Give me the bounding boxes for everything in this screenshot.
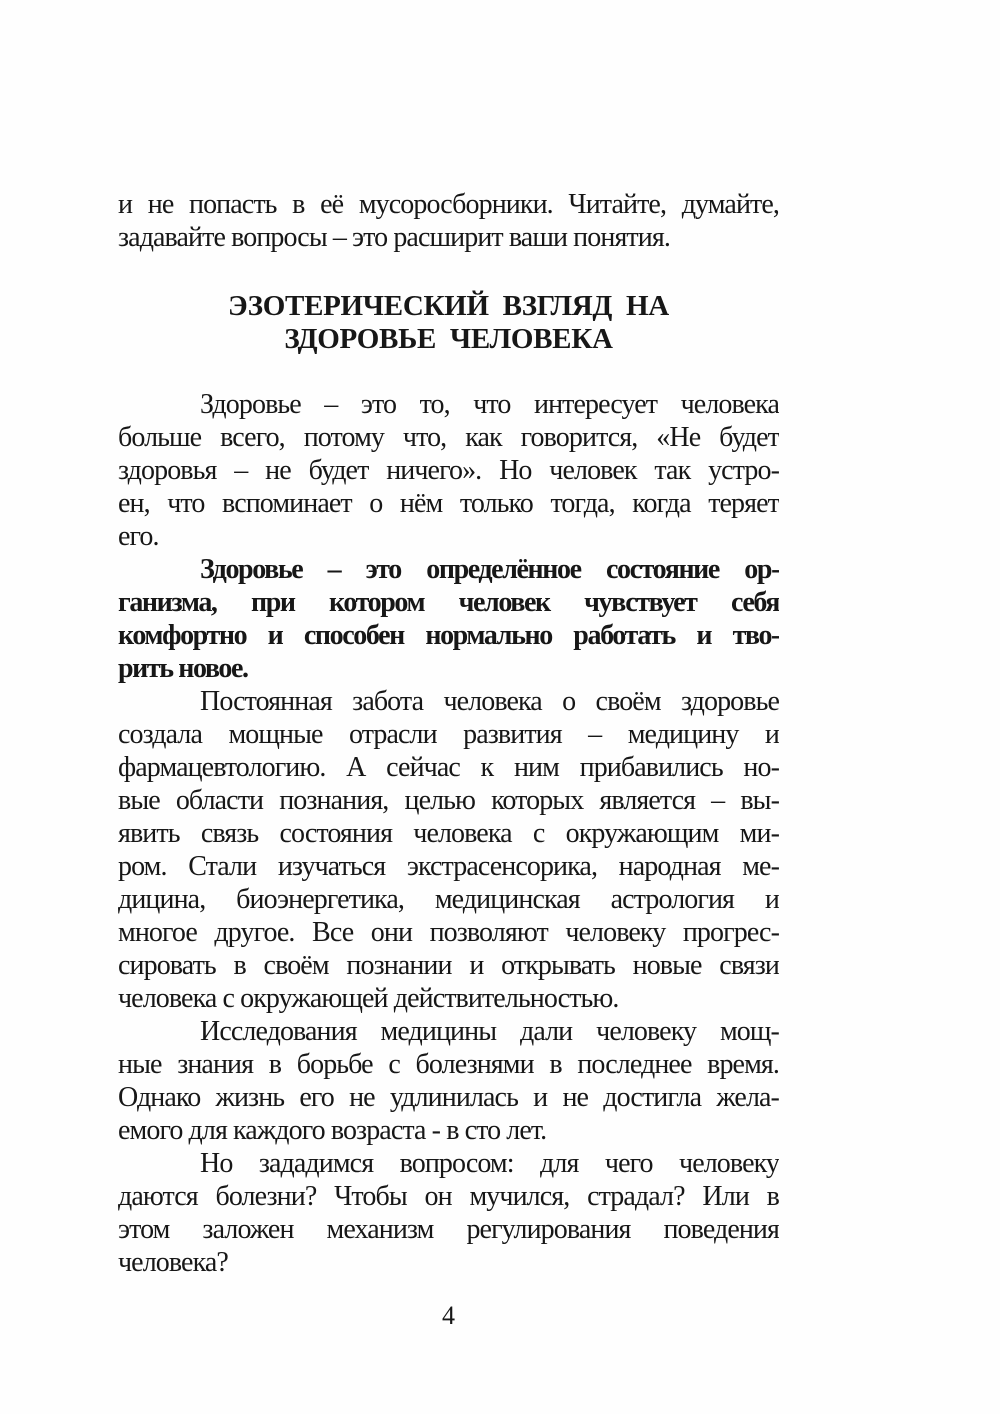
paragraph-4 xyxy=(118,1015,779,1147)
text-line: задавайте вопросы – это расширит ваши понятия. xyxy=(118,222,670,253)
text-line: его. xyxy=(118,521,159,552)
text-line: Но зададимся вопросом: для чего человеку xyxy=(200,1148,779,1179)
text-line: Здоровье – это то, что интересует человека xyxy=(200,389,779,420)
paragraph-3 xyxy=(118,685,779,1015)
heading-line: ЗДОРОВЬЕ ЧЕЛОВЕКА xyxy=(284,323,613,355)
heading-line: ЭЗОТЕРИЧЕСКИЙ ВЗГЛЯД НА xyxy=(228,290,669,322)
text-line: Однако жизнь его не удлинилась и не достигла жела- xyxy=(118,1082,779,1113)
text-line: здоровья – не будет ничего». Но человек так устро- xyxy=(118,455,779,486)
text-line: и не попасть в её мусоросборники. Читайте, думайте, xyxy=(118,189,779,220)
text-line: Здоровье – это определённое состояние ор- xyxy=(200,554,779,585)
text-line: сировать в своём познании и открывать новые связи xyxy=(118,950,779,981)
paragraph-2-bold xyxy=(118,553,779,685)
text-line: ром. Стали изучаться экстрасенсорика, народная ме- xyxy=(118,851,779,882)
text-line: емого для каждого возраста - в сто лет. xyxy=(118,1115,547,1146)
text-line: явить связь состояния человека с окружающим ми- xyxy=(118,818,779,849)
text-line: создала мощные отрасли развития – медицину и xyxy=(118,719,779,750)
page-number: 4 xyxy=(442,1301,455,1330)
text-line: дицина, биоэнергетика, медицинская астрология и xyxy=(118,884,779,915)
section-heading xyxy=(118,290,779,356)
text-column xyxy=(118,188,779,1331)
text-line: фармацевтологию. А сейчас к ним прибавились но- xyxy=(118,752,779,783)
text-line: ен, что вспоминает о нём только тогда, когда теряет xyxy=(118,488,779,519)
paragraph-5 xyxy=(118,1147,779,1279)
text-line: Постоянная забота человека о своём здоровье xyxy=(200,686,779,717)
text-line: многое другое. Все они позволяют человеку прогрес- xyxy=(118,917,779,948)
text-line: даются болезни? Чтобы он мучился, страдал? Или в xyxy=(118,1181,779,1212)
text-line: Исследования медицины дали человеку мощ- xyxy=(200,1016,779,1047)
paragraph-intro xyxy=(118,188,779,254)
text-line: ные знания в борьбе с болезнями в последнее время. xyxy=(118,1049,779,1080)
text-line: человека? xyxy=(118,1247,228,1278)
text-line: комфортно и способен нормально работать и тво- xyxy=(118,620,779,651)
paragraph-1 xyxy=(118,388,779,553)
text-line: человека с окружающей действительностью. xyxy=(118,983,619,1014)
text-line: рить новое. xyxy=(118,653,248,684)
text-line: вые области познания, целью которых является – вы- xyxy=(118,785,779,816)
text-line: этом заложен механизм регулирования поведения xyxy=(118,1214,779,1245)
text-line: ганизма, при котором человек чувствует себя xyxy=(118,587,779,618)
text-line: больше всего, потому что, как говорится, «Не будет xyxy=(118,422,779,453)
